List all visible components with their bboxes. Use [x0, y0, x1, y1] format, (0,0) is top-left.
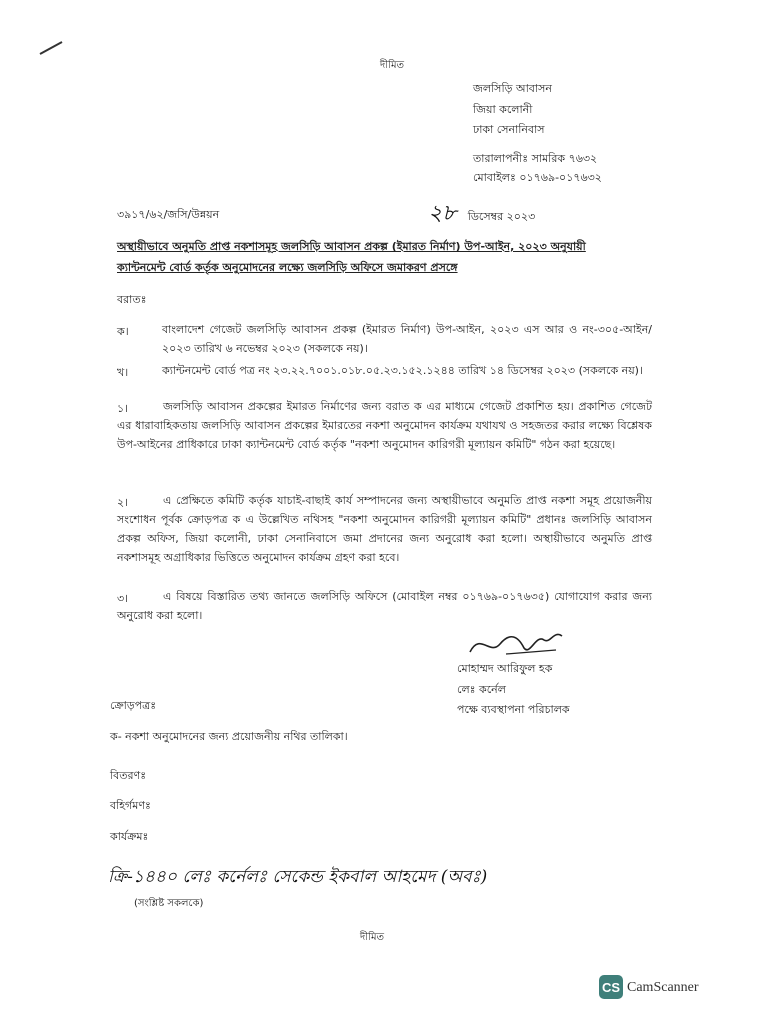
signatory-name: মোহাম্মদ আরিফুল হক	[457, 662, 553, 675]
handwritten-date-day: ২৮	[428, 201, 457, 226]
paragraph-mark: ৩।	[117, 592, 129, 605]
signatory-role: পক্ষে ব্যবস্থাপনা পরিচালক	[457, 703, 570, 716]
paragraph-mark: ২।	[117, 496, 129, 509]
pen-stroke-mark	[36, 38, 66, 58]
mobile-line: মোবাইলঃ ০১৭৬৯-০১৭৬৩২	[473, 171, 602, 184]
address-line: জিয়া কলোনী	[473, 103, 533, 116]
reference-number: ৩৯১৭/৬২/জসি/উন্নয়ন	[117, 208, 220, 221]
enclosure-item: ক- নকশা অনুমোদনের জন্য প্রয়োজনীয় নথির তালিকা।	[110, 730, 348, 743]
signatory-rank: লেঃ কর্নেল	[457, 683, 506, 696]
external-label: বহির্গমণঃ	[110, 799, 151, 812]
reference-text: ক্যান্টনমেন্ট বোর্ড পত্র নং ২৩.২২.৭০০১.০১৮.০৫.২৩.১৫২.১২৪৪ তারিখ ১৪ ডিসেম্বর ২০২৩ (সকলকে নয়)।	[162, 364, 643, 377]
camscanner-logo-icon: CS	[599, 975, 623, 999]
date-line	[428, 196, 535, 233]
paragraph-text: জলসিড়ি আবাসন প্রকল্পের ইমারত নির্মাণের জন্য বরাত ক এর মাধ্যমে গেজেট প্রকাশিত হয়। প্রকাশিত গেজেট এর ধারাবাহিকতায় জলসিড়ি আবাসন প্রকল্পের ইমারতের নকশা অনুমোদন কার্যক্রম যথাযথ ও সহজতর করার লক্ষ্যে বিশ্লেষক উপ-আইনের প্রাধিকারে ঢাকা ক্যান্টনমেন্ট বোর্ড কর্তৃক "নকশা অনুমোদন কারিগরী মূল্যায়ন কমিটি" গঠন করা হয়েছে।	[117, 400, 652, 451]
handwritten-note: ক্রি-১৪৪০ লেঃ কর্নেলঃ সেকেন্ড ইকবাল আহমেদ (অবঃ)	[108, 867, 488, 887]
header-seal: দীমিত	[380, 60, 405, 71]
paragraph-text: এ প্রেক্ষিতে কমিটি কর্তৃক যাচাই-বাছাই কার্য সম্পাদনের জন্য অস্থায়ীভাবে অনুমতি প্রাপ্ত নকশা সমূহ প্রয়োজনীয় সংশোধন পূর্বক ক্রোড়পত্র ক এ উল্লেখিত নথিসহ "নকশা অনুমোদন কারিগরী মূল্যায়ন কমিটি" প্রধানঃ জলসিড়ি আবাসন প্রকল্প অফিস, জিয়া কলোনী, ঢাকা সেনানিবাসে জমা প্রদানের জন্য অনুরোধ করা হলো। অস্থায়ীভাবে অনুমতি প্রাপ্ত নকশাসমূহ অগ্রাধিকার ভিত্তিতে অনুমোদন কার্যক্রম গ্রহণ করা হবে।	[117, 494, 652, 564]
reference-text: বাংলাদেশ গেজেট জলসিড়ি আবাসন প্রকল্প (ইমারত নির্মাণ) উপ-আইন, ২০২৩ এস আর ও নং-৩০৫-আইন/২০২৩ তারিখ ৬ নভেম্বর ২০২৩ (সকলকে নয়)।	[162, 323, 652, 355]
address-line: ঢাকা সেনানিবাস	[473, 123, 545, 136]
subject-line: ক্যান্টনমেন্ট বোর্ড কর্তৃক অনুমোদনের লক্ষ্যে জলসিড়ি অফিসে জমাকরণ প্রসঙ্গে	[117, 261, 458, 274]
enclosure-heading: ক্রোড়পত্রঃ	[110, 699, 157, 712]
reference-heading: বরাতঃ	[117, 293, 147, 306]
handwritten-note-sub: (সংশ্লিষ্ট সকলকে)	[134, 898, 204, 909]
signature-image	[466, 626, 566, 662]
footer-seal: দীমিত	[360, 932, 385, 943]
reference-mark: ক।	[117, 325, 129, 338]
subject-line: অস্থায়ীভাবে অনুমতি প্রাপ্ত নকশাসমূহ জলসিড়ি আবাসন প্রকল্প (ইমারত নির্মাণ) উপ-আইন, ২০২৩ অনুযায়ী	[117, 240, 586, 253]
paragraph-text: এ বিষয়ে বিস্তারিত তথ্য জানতে জলসিড়ি অফিসে (মোবাইল নম্বর ০১৭৬৯-০১৭৬৩৫) যোগাযোগ করার জন্য অনুরোধ করা হলো।	[117, 590, 652, 622]
distribution-label: বিতরণঃ	[110, 769, 147, 782]
date-month-year: ডিসেম্বর ২০২৩	[467, 210, 536, 223]
phone-line: তারালাপনীঃ সামরিক ৭৬৩২	[473, 152, 598, 165]
action-label: কার্যক্রমঃ	[110, 830, 149, 843]
reference-mark: খ।	[117, 366, 129, 379]
camscanner-wordmark: CamScanner	[627, 980, 699, 995]
address-line: জলসিড়ি আবাসন	[473, 82, 552, 95]
paragraph-mark: ১।	[117, 402, 129, 415]
